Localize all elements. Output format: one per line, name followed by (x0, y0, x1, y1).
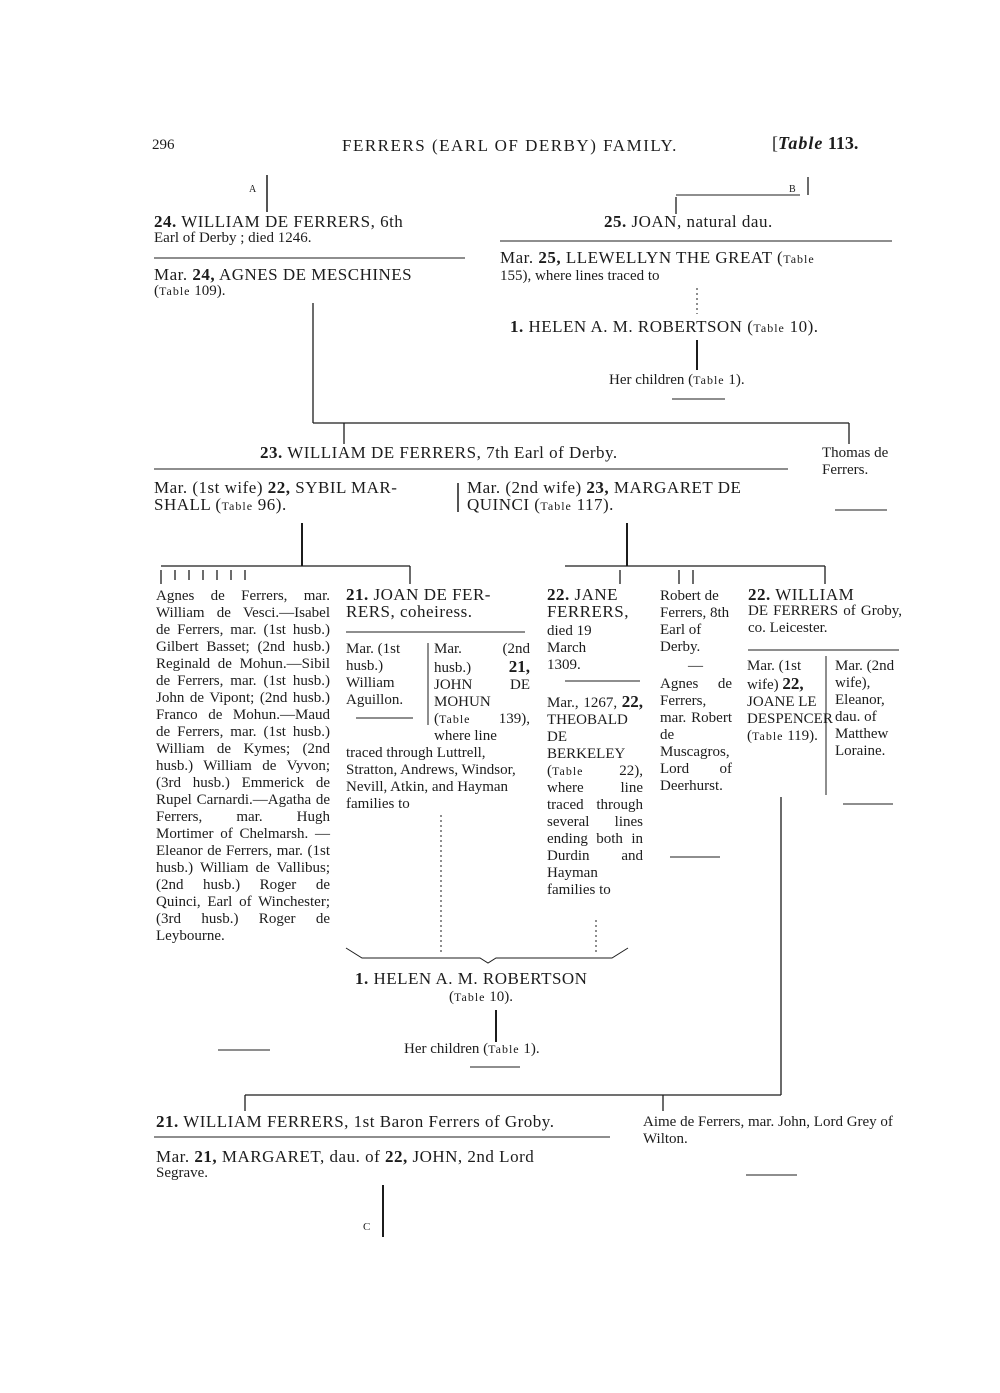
aime-de-ferrers: Aime de Ferrers, mar. John, Lord Grey of Wilton. (643, 1114, 893, 1147)
agnes-de-ferrers: Agnes de Ferrers, mar. Robert de Muscagros, Lord of Deerhurst. (660, 676, 732, 794)
joan-21-traced-lines: traced through Luttrell, Stratton, Andrews, Windsor, Nevill, Atkin, and Hayman families to (346, 745, 516, 812)
marker-b: B (789, 184, 796, 195)
page-title: FERRERS (EARL OF DERBY) FAMILY. (342, 136, 678, 155)
helen-middle-table: (Table 10). (449, 989, 513, 1005)
william-23-marriage-1: Mar. (1st wife) 22, SYBIL MAR- SHALL (Table 96). (154, 478, 398, 514)
william-23-entry: 23. WILLIAM DE FERRERS, 7th Earl of Derby. (260, 443, 618, 462)
marker-a: A (249, 184, 257, 195)
jane-22-marriage: Mar., 1267, 22, THEOBALD DE BERKELEY (Table 22), where line traced through several lines ending both in Durdin and Hayman families to (547, 692, 643, 898)
william-24-entry: 24. WILLIAM DE FERRERS, 6th Earl of Derby ; died 1246. (154, 212, 404, 246)
jane-22-entry: 22. JANE FERRERS, (547, 585, 629, 621)
robert-dash: — (688, 658, 703, 674)
helen-robertson-top: 1. HELEN A. M. ROBERTSON (Table 10). (510, 317, 819, 336)
helen-top-children: Her children (Table 1). (609, 372, 745, 388)
william-22-marriage-2: Mar. (2nd wife), Eleanor, dau. of Matthew Loraine. (835, 658, 895, 759)
ferrers-daughters-list: Agnes de Ferrers, mar. William de Vesci.—Isabel de Ferrers, mar. (1st husb.) Gilbert Basset; (2nd husb.) Reginald de Mohun.—Sibil de Ferrers, mar. (1st husb.) John de Vipont; (2nd husb.) Franco de Mohun.—Maud de Ferrers, mar. (1st husb.) William de Kymes; (2nd husb.) William de Vyvon; (3rd husb.) Emmerick de Rupel Carnardi.—Agatha de Ferrers, mar. Hugh Mortimer of Chelmarsh. —Eleanor de Ferrers, mar. (1st husb.) William de Vallibus; (2nd husb.) Roger de Quinci, Earl of Winchester; (3rd husb.) Roger de Leybourne. (156, 588, 330, 944)
joan-25-marriage: Mar. 25, LLEWELLYN THE GREAT (Table 155), where lines traced to (500, 248, 815, 284)
robert-de-ferrers: Robert de Ferrers, 8th Earl of Derby. (660, 588, 730, 655)
thomas-de-ferrers: Thomas de Ferrers. (822, 445, 889, 478)
marker-c: C (363, 1221, 371, 1233)
joan-21-marriage-2: Mar. (2nd husb.) 21, JOHN DE MOHUN (Table 139), where line (434, 641, 530, 744)
william-24-marriage: Mar. 24, AGNES DE MESCHINES (Table 109). (154, 265, 413, 299)
helen-middle-children: Her children (Table 1). (404, 1041, 540, 1057)
table-reference: [Table 113. (772, 133, 859, 153)
william-23-marriage-2: Mar. (2nd wife) 23, MARGARET DE QUINCI (Table 117). (467, 478, 742, 514)
joan-21-marriage-1: Mar. (1st husb.) William Aguillon. (346, 641, 404, 708)
william-22-entry: 22. WILLIAM DE FERRERS of Groby, co. Leicester. (748, 585, 902, 636)
william-21-marriage: Mar. 21, MARGARET, dau. of 22, JOHN, 2nd Lord Segrave. (156, 1147, 535, 1181)
joan-25-entry: 25. JOAN, natural dau. (604, 212, 773, 231)
joan-21-entry: 21. JOAN DE FER- RERS, coheiress. (346, 585, 491, 621)
jane-22-died: died 19 March 1309. (547, 623, 592, 673)
helen-robertson-middle: 1. HELEN A. M. ROBERTSON (355, 969, 588, 988)
william-22-marriage-1: Mar. (1st wife) 22, JOANE LE DESPENCER (Table 119). (747, 658, 833, 744)
page-number: 296 (152, 137, 175, 153)
william-21-entry: 21. WILLIAM FERRERS, 1st Baron Ferrers of Groby. (156, 1112, 555, 1131)
